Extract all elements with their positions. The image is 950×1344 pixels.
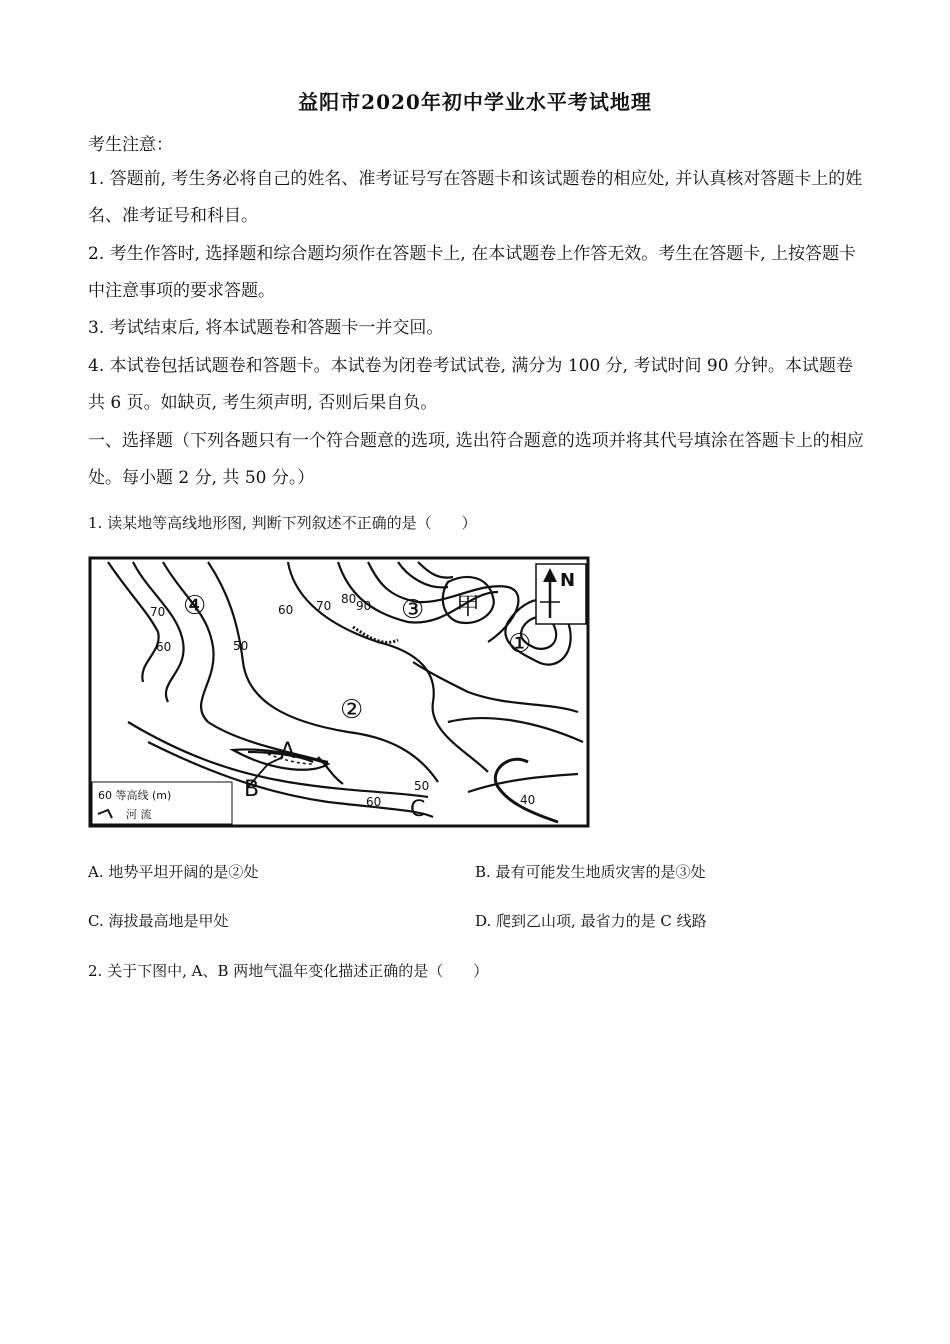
option-c: C. 海拔最高地是甲处 — [88, 912, 229, 930]
point-2: ② — [340, 695, 364, 725]
point-3: ③ — [401, 595, 425, 625]
notice-item-3: 3. 考试结束后, 将本试题卷和答题卡一并交回。 — [88, 318, 444, 338]
point-1: ① — [508, 629, 532, 659]
question-1-stem: 1. 读某地等高线地形图, 判断下列叙述不正确的是（ ） — [88, 514, 477, 532]
option-a: A. 地势平坦开阔的是②处 — [88, 863, 259, 881]
notice-heading: 考生注意： — [88, 135, 173, 155]
point-A: A — [280, 739, 296, 764]
point-B: B — [244, 777, 260, 802]
notice-item-1: 1. 答题前, 考生务必将自己的姓名、准考证号写在答题卡和该试题卷的相应处, 并认真核对答题卡上的姓名、准考证号和科目。 — [88, 169, 863, 226]
north-arrow — [536, 564, 586, 624]
contour-map — [88, 552, 590, 832]
contour-label-90: 90 — [356, 599, 372, 613]
point-jia: 甲 — [456, 592, 480, 620]
contour-label-70: 70 — [316, 599, 332, 613]
legend — [92, 782, 232, 824]
notice-item-2: 2. 考生作答时, 选择题和综合题均须作在答题卡上, 在本试题卷上作答无效。考生在答题卡, 上按答题卡中注意事项的要求答题。 — [88, 244, 857, 301]
point-4: ④ — [183, 591, 207, 621]
notice-item-4: 4. 本试卷包括试题卷和答题卡。本试卷为闭卷考试试卷, 满分为 100 分, 考试时间 90 分钟。本试题卷共 6 页。如缺页, 考生须声明, 否则后果自负。 — [88, 356, 853, 413]
point-C: C — [410, 797, 426, 822]
contour-label-60: 60 — [366, 795, 382, 809]
contour-label-60: 60 — [278, 603, 294, 617]
option-b: B. 最有可能发生地质灾害的是③处 — [475, 863, 706, 881]
option-d: D. 爬到乙山项, 最省力的是 C 线路 — [475, 912, 707, 930]
legend-contour: 60 等高线 (m) — [98, 789, 172, 802]
contour-label-60: 60 — [156, 640, 172, 654]
contour-label-70: 70 — [150, 605, 166, 619]
section-heading: 一、选择题（下列各题只有一个符合题意的选项, 选出符合题意的选项并将其代号填涂在答题卡上的相应处。每小题 2 分, 共 50 分。） — [88, 431, 864, 488]
question-2-stem: 2. 关于下图中, A、B 两地气温年变化描述正确的是（ ） — [88, 962, 489, 980]
contour-label-80: 80 — [341, 592, 357, 606]
page-title: 益阳市2020年初中学业水平考试地理 — [298, 90, 652, 114]
contour-label-40: 40 — [520, 793, 536, 807]
contour-label-50: 50 — [414, 779, 430, 793]
north-label: N — [560, 570, 576, 591]
legend-river: 河 流 — [126, 808, 152, 821]
contour-label-50: 50 — [233, 639, 249, 653]
